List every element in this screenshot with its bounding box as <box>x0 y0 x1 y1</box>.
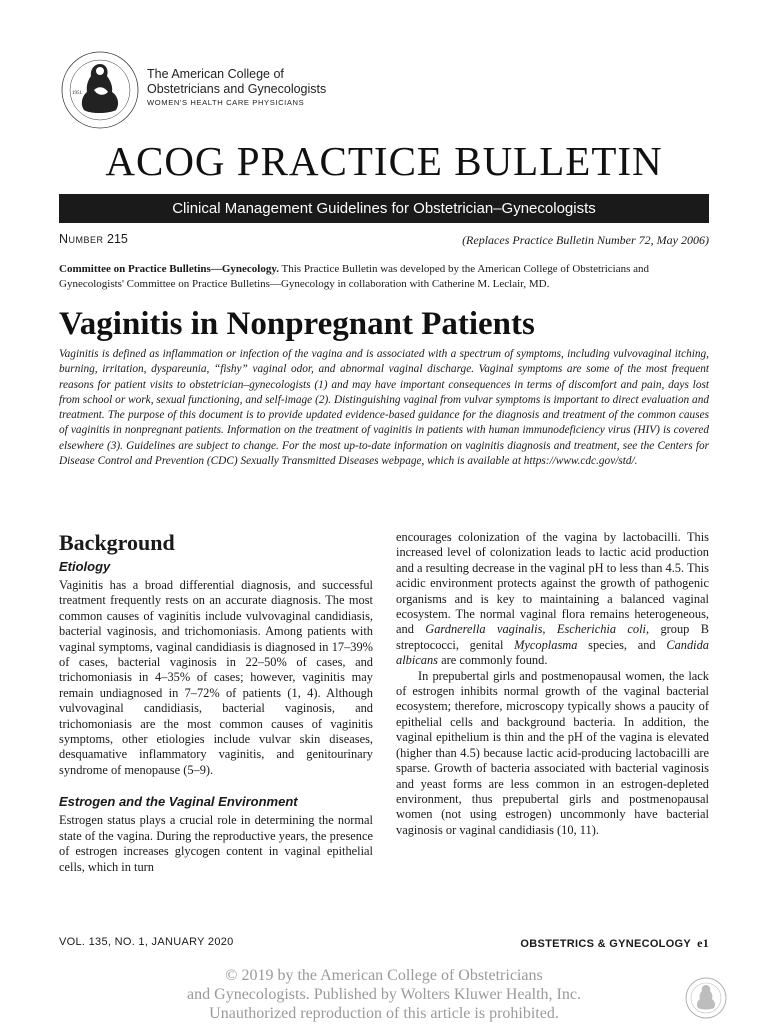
acog-watermark-icon <box>684 976 728 1020</box>
subheading-etiology: Etiology <box>59 559 111 574</box>
left-column <box>59 530 373 875</box>
abstract: Vaginitis is defined as inflammation or infection of the vagina and is associated with a spectrum of symptoms, including vulvovaginal itching, burning, irritation, dyspareunia, “fishy” vaginal odor, and abnormal vaginal discharge. Vaginal symptoms are some of the most frequent reasons for patient visits to obstetrician–gynecologists (1) and may have important consequences in terms of discomfort and pain, days lost from school or work, sexual functioning, and self-image (2). Distinguishing vaginal from vulvar symptoms is important to direct evaluation and treatment. The purpose of this document is to provide updated evidence-based guidance for the diagnosis and treatment of the common causes of vaginitis in nonpregnant patients. Information on the treatment of vaginitis in patients with human immunodeficiency virus (HIV) is covered elsewhere (3). Guidelines are subject to change. For the most up-to-date information on vaginitis diagnosis and treatment, see the Centers for Disease Control and Prevention (CDC) Sexually Transmitted Diseases webpage, which is available at https://www.cdc.gov/std/. <box>59 348 709 467</box>
number-label: Number <box>59 232 104 246</box>
text-run: , <box>542 622 557 637</box>
bulletin-title: ACOG PRACTICE BULLETIN <box>105 138 663 184</box>
guidelines-banner: Clinical Management Guidelines for Obstetrician–Gynecologists <box>59 194 709 223</box>
text-run: species, and <box>577 637 667 652</box>
paragraph-prepubertal: In prepubertal girls and postmenopausal women, the lack of estrogen inhibits normal growth of the vaginal bacterial ecosystem; therefore, microscopy typically shows a paucity of epithelial cells and background bacteria. In addition, the vaginal epithelium is thin and the pH of the vagina is elevated (higher than 4.5) because lactic acid-producing lactobacilli are sparse. Growth of bacteria associated with bacterial vaginosis and yeast forms are less common in an estrogen-depleted environment, thus prepubertal girls and postmenopausal women (not using estrogen) uncommonly have bacterial vaginosis or vaginal candidiasis (10, 11). <box>396 668 709 837</box>
seal-year: 1951 <box>72 91 82 96</box>
copyright-line-1: © 2019 by the American College of Obstetricians <box>225 967 543 984</box>
paragraph-etiology: Vaginitis has a broad differential diagnosis, and successful treatment frequently rests on an accurate diagnosis. The most common causes of vaginitis include vulvovaginal candidiasis, bacterial vaginosis, and trichomoniasis. Among patients with vaginal symptoms, vaginal candidiasis is diagnosed in 17–39% of cases, bacterial vaginosis in 22–50% of cases, and trichomoniasis in 4–35% of cases; however, vaginitis may remain undiagnosed in 7–72% of patients (1, 4). Although vulvovaginal candidiasis, bacterial vaginosis, and trichomoniasis are the most common causes of vaginitis symptoms, other etiologies include vulvar skin diseases, desquamative inflammatory vaginitis, and genitourinary syndrome of menopause (5–9). <box>59 578 373 777</box>
subheading-estrogen: Estrogen and the Vaginal Environment <box>59 794 298 810</box>
right-column <box>396 530 709 838</box>
org-line-2: Obstetricians and Gynecologists <box>147 82 327 96</box>
article-title: Vaginitis in Nonpregnant Patients <box>59 306 535 342</box>
copyright-line-2: and Gynecologists. Published by Wolters Kluwer Health, Inc. <box>187 986 581 1003</box>
species-gardnerella: Gardnerella vaginalis <box>425 622 543 637</box>
committee-statement <box>59 262 709 292</box>
number-value: 215 <box>107 232 128 246</box>
organization-name <box>147 67 326 109</box>
text-run: are commonly found. <box>438 653 548 668</box>
committee-text: This Practice Bulletin was developed by the American College of Obstetricians and Gynecologists' Committee on Practice Bulletins—Gynecology in collaboration with Catherine M. Leclair, MD. <box>59 263 649 290</box>
species-candida: Candida albicans <box>396 637 709 668</box>
footer-volume: VOL. 135, NO. 1, JANUARY 2020 <box>59 936 234 948</box>
org-line-1: The American College of <box>147 67 284 81</box>
replaces-note: (Replaces Practice Bulletin Number 72, May 2006) <box>462 233 709 247</box>
page-number: e1 <box>697 936 709 950</box>
org-tagline: WOMEN'S HEALTH CARE PHYSICIANS <box>147 98 305 107</box>
acog-seal-icon <box>60 50 140 130</box>
bulletin-number <box>59 232 128 246</box>
copyright-notice <box>0 966 768 1023</box>
species-ecoli: Escherichia coli <box>556 622 646 637</box>
species-mycoplasma: Mycoplasma <box>514 637 578 652</box>
section-heading-background: Background <box>59 530 175 555</box>
paragraph-flora <box>396 530 709 669</box>
paragraph-estrogen: Estrogen status plays a crucial role in determining the normal state of the vagina. During the reproductive years, the presence of estrogen increases glycogen content in vaginal epithelial cells, which in turn <box>59 813 373 874</box>
journal-name: OBSTETRICS & GYNECOLOGY <box>520 938 692 950</box>
committee-name: Committee on Practice Bulletins—Gynecology. <box>59 263 279 275</box>
copyright-line-3: Unauthorized reproduction of this article is prohibited. <box>209 1005 559 1022</box>
footer-journal <box>520 936 709 951</box>
text-run: , group B streptococci, genital <box>396 622 709 652</box>
text-run: encourages colonization of the vagina by lactobacilli. This increased level of colonization leads to lactic acid production and a resulting decrease in the vaginal pH to less than 4.5. This acidic environment protects against the growth of pathogenic organisms and is key to maintaining a balanced vaginal ecosystem. The normal vaginal flora remains heterogeneous, and <box>396 530 709 637</box>
